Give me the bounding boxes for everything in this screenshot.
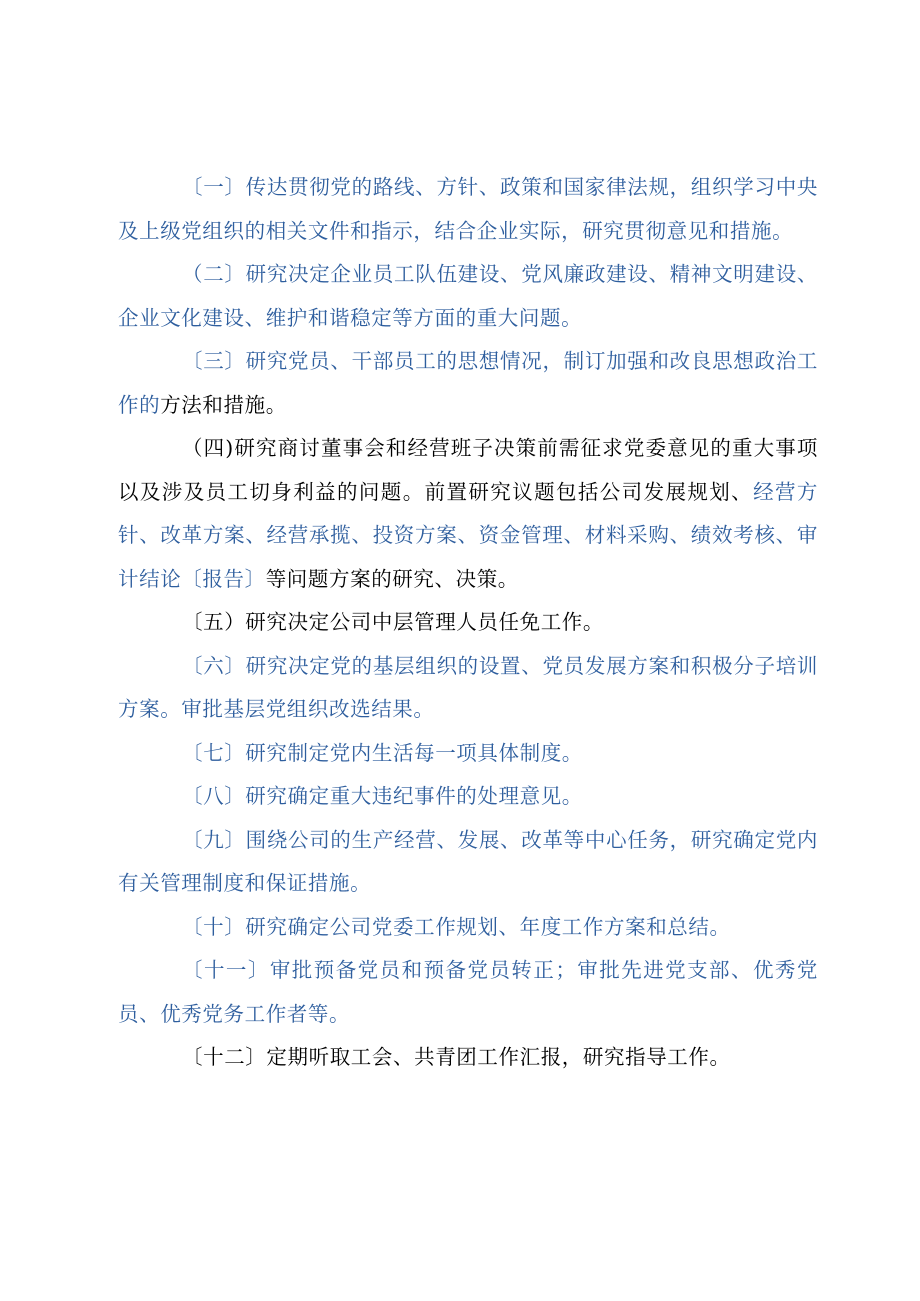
paragraph-7-text: 〔七〕研究制定党内生活每一项具体制度。 xyxy=(182,740,583,765)
paragraph-1-text: 〔一〕传达贯彻党的路线、方针、政策和国家律法规，组织学习中央及上级党组织的相关文件和指示，结合企业实际，研究贯彻意见和措施。 xyxy=(118,175,818,243)
document-body xyxy=(118,166,818,1080)
paragraph-6-text: 〔六〕研究决定党的基层组织的设置、党员发展方案和积极分子培训方案。审批基层党组织改选结果。 xyxy=(118,653,818,721)
paragraph-7 xyxy=(118,732,818,776)
paragraph-9-text: 〔九〕围绕公司的生产经营、发展、改革等中心任务，研究确定党内有关管理制度和保证措施。 xyxy=(118,827,818,895)
paragraph-5 xyxy=(118,601,818,645)
paragraph-4-text-tail: 等问题方案的研究、决策。 xyxy=(265,566,519,591)
paragraph-12 xyxy=(118,1036,818,1080)
paragraph-8 xyxy=(118,775,818,819)
paragraph-8-text: 〔八〕研究确定重大违纪事件的处理意见。 xyxy=(182,784,583,808)
paragraph-9 xyxy=(118,819,818,906)
paragraph-12-text: 〔十二〕定期听取工会、共青团工作汇报，研究指导工作。 xyxy=(182,1045,731,1069)
paragraph-4-text-list: 经营方针、改革方案、经营承揽、投资方案、资金管理、材料采购、绩效考核、审计结论〔报告〕 xyxy=(118,479,818,591)
paragraph-2 xyxy=(118,253,818,340)
paragraph-6 xyxy=(118,645,818,732)
paragraph-2-text: （二〕研究决定企业员工队伍建设、党风廉政建设、精神文明建设、企业文化建设、维护和谐稳定等方面的重大问题。 xyxy=(118,262,818,330)
paragraph-4 xyxy=(118,427,818,601)
paragraph-11 xyxy=(118,949,818,1036)
paragraph-3-text-black: 方法和措施。 xyxy=(160,392,287,417)
paragraph-5-text: 〔五）研究决定公司中层管理人员任免工作。 xyxy=(182,610,604,634)
paragraph-1 xyxy=(118,166,818,253)
paragraph-10-text: 〔十〕研究确定公司党委工作规划、年度工作方案和总结。 xyxy=(182,914,731,939)
paragraph-3-text-blue: 〔三〕研究党员、干部员工的思想情况，制订加强和改良思想政治工作的 xyxy=(118,349,818,417)
paragraph-3 xyxy=(118,340,818,427)
paragraph-11-text: 〔十一〕审批预备党员和预备党员转正；审批先进党支部、优秀党员、优秀党务工作者等。 xyxy=(118,958,818,1026)
paragraph-4-text-lead: （四)研究商讨董事会和经营班子决策前需征求党委意见的重大事项以及涉及员工切身利益的问题。前置研究议题包括公司发展规划、 xyxy=(118,436,818,504)
paragraph-10 xyxy=(118,906,818,950)
